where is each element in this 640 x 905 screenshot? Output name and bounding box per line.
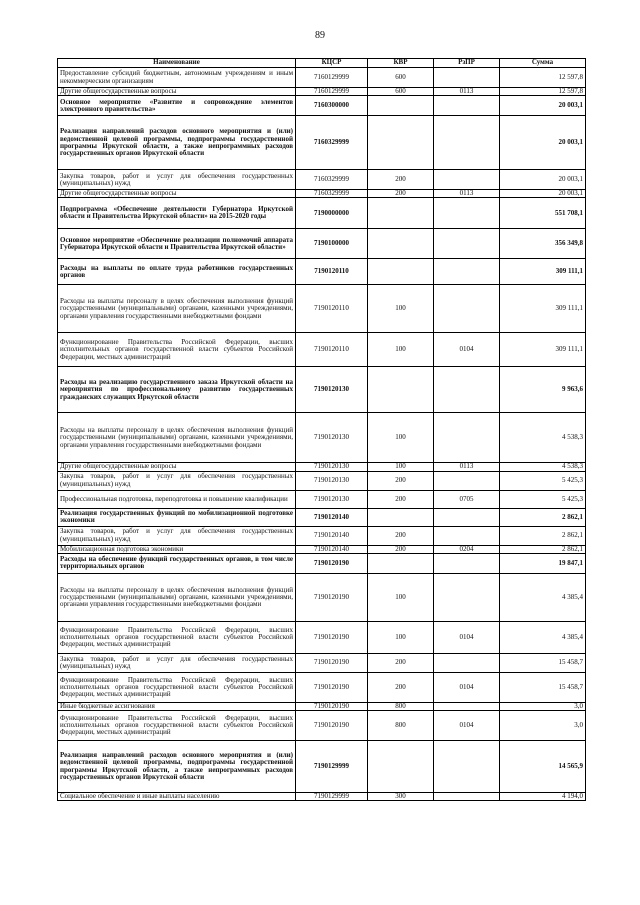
row-kvr-cell: 600 bbox=[368, 88, 434, 96]
row-kcsr-cell: 7190120190 bbox=[296, 573, 368, 621]
table-row bbox=[58, 741, 586, 793]
table-row bbox=[58, 545, 586, 553]
row-rzpr-cell bbox=[434, 170, 500, 190]
row-sum-cell: 5 425,3 bbox=[500, 490, 586, 508]
row-kcsr-cell: 7190129999 bbox=[296, 741, 368, 793]
budget-table bbox=[57, 58, 586, 801]
table-row bbox=[58, 553, 586, 573]
row-sum-cell: 12 597,8 bbox=[500, 88, 586, 96]
row-rzpr-cell bbox=[434, 741, 500, 793]
table-row bbox=[58, 68, 586, 88]
row-name-cell: Профессиональная подготовка, переподготовка и повышение квалификации bbox=[58, 490, 296, 508]
row-kcsr-cell: 7190120110 bbox=[296, 285, 368, 333]
row-kvr-cell bbox=[368, 229, 434, 259]
row-kcsr-cell: 7160129999 bbox=[296, 88, 368, 96]
row-kvr-cell bbox=[368, 116, 434, 170]
table-row bbox=[58, 333, 586, 367]
row-kcsr-cell: 7190000000 bbox=[296, 198, 368, 229]
row-name-cell: Иные бюджетные ассигнования bbox=[58, 702, 296, 710]
row-rzpr-cell bbox=[434, 653, 500, 672]
header-kvr: КВР bbox=[368, 59, 434, 68]
row-sum-cell: 5 425,3 bbox=[500, 471, 586, 490]
row-kvr-cell: 800 bbox=[368, 711, 434, 741]
row-kcsr-cell: 7190100000 bbox=[296, 229, 368, 259]
row-name-cell: Предоставление субсидий бюджетным, автономным учреждениям и иным некоммерческим организациям bbox=[58, 68, 296, 88]
row-kvr-cell: 600 bbox=[368, 68, 434, 88]
row-kvr-cell bbox=[368, 259, 434, 285]
row-name-cell: Другие общегосударственные вопросы bbox=[58, 88, 296, 96]
table-row bbox=[58, 711, 586, 741]
row-sum-cell: 309 111,1 bbox=[500, 285, 586, 333]
row-sum-cell: 14 565,9 bbox=[500, 741, 586, 793]
row-kcsr-cell: 7160329999 bbox=[296, 190, 368, 198]
row-kcsr-cell: 7190120190 bbox=[296, 711, 368, 741]
row-kvr-cell bbox=[368, 741, 434, 793]
row-rzpr-cell bbox=[434, 526, 500, 545]
table-row bbox=[58, 702, 586, 710]
row-sum-cell: 4 538,3 bbox=[500, 463, 586, 471]
row-name-cell: Функционирование Правительства Российской Федерации, высших исполнительных органов государственной власти субъектов Российской Федерации, местных администраций bbox=[58, 672, 296, 702]
row-name-cell: Другие общегосударственные вопросы bbox=[58, 190, 296, 198]
row-sum-cell: 3,0 bbox=[500, 702, 586, 710]
table-row bbox=[58, 116, 586, 170]
row-rzpr-cell bbox=[434, 229, 500, 259]
table-row bbox=[58, 88, 586, 96]
row-kvr-cell bbox=[368, 96, 434, 116]
row-rzpr-cell bbox=[434, 702, 500, 710]
row-rzpr-cell bbox=[434, 793, 500, 801]
row-sum-cell: 4 385,4 bbox=[500, 621, 586, 653]
row-name-cell: Другие общегосударственные вопросы bbox=[58, 463, 296, 471]
table-row bbox=[58, 672, 586, 702]
table-row bbox=[58, 463, 586, 471]
row-name-cell: Расходы на выплаты по оплате труда работников государственных органов bbox=[58, 259, 296, 285]
row-sum-cell: 15 458,7 bbox=[500, 653, 586, 672]
table-row bbox=[58, 170, 586, 190]
row-kvr-cell bbox=[368, 553, 434, 573]
row-kcsr-cell: 7190120190 bbox=[296, 553, 368, 573]
row-sum-cell: 9 963,6 bbox=[500, 367, 586, 413]
row-name-cell: Закупка товаров, работ и услуг для обеспечения государственных (муниципальных) нужд bbox=[58, 526, 296, 545]
row-sum-cell: 15 458,7 bbox=[500, 672, 586, 702]
row-kcsr-cell: 7190120190 bbox=[296, 702, 368, 710]
row-kvr-cell: 200 bbox=[368, 170, 434, 190]
header-sum: Сумма bbox=[500, 59, 586, 68]
row-sum-cell: 4 385,4 bbox=[500, 573, 586, 621]
row-rzpr-cell bbox=[434, 413, 500, 463]
header-kcsr: КЦСР bbox=[296, 59, 368, 68]
row-name-cell: Функционирование Правительства Российской Федерации, высших исполнительных органов государственной власти субъектов Российской Федерации, местных администраций bbox=[58, 333, 296, 367]
row-kvr-cell: 100 bbox=[368, 413, 434, 463]
row-name-cell: Функционирование Правительства Российской Федерации, высших исполнительных органов государственной власти субъектов Российской Федерации, местных администраций bbox=[58, 711, 296, 741]
row-name-cell: Функционирование Правительства Российской Федерации, высших исполнительных органов государственной власти субъектов Российской Федерации, местных администраций bbox=[58, 621, 296, 653]
row-kvr-cell: 200 bbox=[368, 526, 434, 545]
table-row bbox=[58, 285, 586, 333]
row-kvr-cell bbox=[368, 198, 434, 229]
row-kvr-cell bbox=[368, 508, 434, 526]
table-row bbox=[58, 413, 586, 463]
row-name-cell: Реализация направлений расходов основного мероприятия и (или) ведомственной целевой программы, подпрограммы государственной программы Иркутской области, а также непрограммных расходов государственных органов Иркутской области bbox=[58, 116, 296, 170]
table-row bbox=[58, 793, 586, 801]
row-sum-cell: 356 349,8 bbox=[500, 229, 586, 259]
row-kvr-cell: 100 bbox=[368, 463, 434, 471]
row-rzpr-cell: 0104 bbox=[434, 621, 500, 653]
table-row bbox=[58, 490, 586, 508]
row-kvr-cell: 200 bbox=[368, 190, 434, 198]
row-kcsr-cell: 7190120110 bbox=[296, 259, 368, 285]
row-kvr-cell: 200 bbox=[368, 545, 434, 553]
row-sum-cell: 20 003,1 bbox=[500, 170, 586, 190]
row-kvr-cell: 100 bbox=[368, 621, 434, 653]
table-row bbox=[58, 259, 586, 285]
row-name-cell: Мобилизационная подготовка экономики bbox=[58, 545, 296, 553]
row-sum-cell: 309 111,1 bbox=[500, 333, 586, 367]
row-rzpr-cell bbox=[434, 367, 500, 413]
row-kcsr-cell: 7190120130 bbox=[296, 463, 368, 471]
row-rzpr-cell bbox=[434, 68, 500, 88]
table-row bbox=[58, 508, 586, 526]
row-name-cell: Реализация государственных функций по мобилизационной подготовке экономики bbox=[58, 508, 296, 526]
row-sum-cell: 3,0 bbox=[500, 711, 586, 741]
row-rzpr-cell bbox=[434, 508, 500, 526]
table-header-row bbox=[58, 59, 586, 68]
row-kvr-cell: 100 bbox=[368, 285, 434, 333]
row-name-cell: Расходы на выплаты персоналу в целях обеспечения выполнения функций государственными (муниципальными) органами, казенными учреждениями, органами управления государственными внебюджетными фондами bbox=[58, 573, 296, 621]
row-sum-cell: 4 194,0 bbox=[500, 793, 586, 801]
table-row bbox=[58, 190, 586, 198]
table-row bbox=[58, 471, 586, 490]
row-kcsr-cell: 7190120140 bbox=[296, 526, 368, 545]
row-kcsr-cell: 7190120130 bbox=[296, 367, 368, 413]
row-kcsr-cell: 7190120140 bbox=[296, 508, 368, 526]
row-kvr-cell: 100 bbox=[368, 333, 434, 367]
row-rzpr-cell bbox=[434, 285, 500, 333]
row-name-cell: Расходы на обеспечение функций государственных органов, в том числе территориальных органов bbox=[58, 553, 296, 573]
table-row bbox=[58, 573, 586, 621]
row-rzpr-cell: 0104 bbox=[434, 333, 500, 367]
page-number: 89 bbox=[315, 30, 325, 41]
table-row bbox=[58, 198, 586, 229]
row-rzpr-cell bbox=[434, 259, 500, 285]
row-sum-cell: 4 538,3 bbox=[500, 413, 586, 463]
row-kvr-cell bbox=[368, 367, 434, 413]
row-name-cell: Закупка товаров, работ и услуг для обеспечения государственных (муниципальных) нужд bbox=[58, 653, 296, 672]
row-kvr-cell: 300 bbox=[368, 793, 434, 801]
row-sum-cell: 19 847,1 bbox=[500, 553, 586, 573]
row-name-cell: Расходы на выплаты персоналу в целях обеспечения выполнения функций государственными (муниципальными) органами, казенными учреждениями, органами управления государственными внебюджетными фондами bbox=[58, 285, 296, 333]
row-kcsr-cell: 7190120190 bbox=[296, 621, 368, 653]
row-name-cell: Расходы на реализацию государственного заказа Иркутской области на мероприятия по профессиональному развитию государственных гражданских служащих Иркутской области bbox=[58, 367, 296, 413]
row-rzpr-cell: 0104 bbox=[434, 711, 500, 741]
row-kvr-cell: 100 bbox=[368, 573, 434, 621]
row-kcsr-cell: 7190120130 bbox=[296, 490, 368, 508]
row-name-cell: Реализация направлений расходов основного мероприятия и (или) ведомственной целевой программы, подпрограммы государственной программы Иркутской области, а также непрограммных расходов государственных органов Иркутской области bbox=[58, 741, 296, 793]
row-kcsr-cell: 7160329999 bbox=[296, 116, 368, 170]
table-body bbox=[58, 68, 586, 801]
row-kvr-cell: 800 bbox=[368, 702, 434, 710]
table-row bbox=[58, 526, 586, 545]
row-name-cell: Подпрограмма «Обеспечение деятельности Губернатора Иркутской области и Правительства Иркутской области» на 2015-2020 годы bbox=[58, 198, 296, 229]
row-rzpr-cell: 0113 bbox=[434, 88, 500, 96]
header-name: Наименование bbox=[58, 59, 296, 68]
row-rzpr-cell bbox=[434, 553, 500, 573]
row-name-cell: Расходы на выплаты персоналу в целях обеспечения выполнения функций государственными (муниципальными) органами, казенными учреждениями, органами управления государственными внебюджетными фондами bbox=[58, 413, 296, 463]
row-kcsr-cell: 7160329999 bbox=[296, 170, 368, 190]
row-kcsr-cell: 7190120110 bbox=[296, 333, 368, 367]
row-rzpr-cell: 0113 bbox=[434, 190, 500, 198]
row-rzpr-cell bbox=[434, 116, 500, 170]
row-rzpr-cell bbox=[434, 573, 500, 621]
row-sum-cell: 2 862,1 bbox=[500, 508, 586, 526]
row-kvr-cell: 200 bbox=[368, 672, 434, 702]
row-rzpr-cell bbox=[434, 96, 500, 116]
row-rzpr-cell: 0705 bbox=[434, 490, 500, 508]
row-name-cell: Закупка товаров, работ и услуг для обеспечения государственных (муниципальных) нужд bbox=[58, 471, 296, 490]
row-kcsr-cell: 7190120190 bbox=[296, 653, 368, 672]
row-kcsr-cell: 7160129999 bbox=[296, 68, 368, 88]
row-sum-cell: 20 003,1 bbox=[500, 190, 586, 198]
row-sum-cell: 12 597,8 bbox=[500, 68, 586, 88]
row-name-cell: Основное мероприятие «Обеспечение реализации полномочий аппарата Губернатора Иркутской области и Правительства Иркутской области» bbox=[58, 229, 296, 259]
table-row bbox=[58, 621, 586, 653]
row-kvr-cell: 200 bbox=[368, 653, 434, 672]
row-rzpr-cell: 0113 bbox=[434, 463, 500, 471]
row-name-cell: Основное мероприятие «Развитие и сопровождение элементов электронного правительства» bbox=[58, 96, 296, 116]
row-rzpr-cell: 0204 bbox=[434, 545, 500, 553]
row-sum-cell: 2 862,1 bbox=[500, 526, 586, 545]
row-rzpr-cell bbox=[434, 198, 500, 229]
row-kcsr-cell: 7190120140 bbox=[296, 545, 368, 553]
table-row bbox=[58, 367, 586, 413]
row-sum-cell: 2 862,1 bbox=[500, 545, 586, 553]
table-row bbox=[58, 96, 586, 116]
row-rzpr-cell: 0104 bbox=[434, 672, 500, 702]
row-kcsr-cell: 7190120130 bbox=[296, 471, 368, 490]
row-kvr-cell: 200 bbox=[368, 490, 434, 508]
row-kvr-cell: 200 bbox=[368, 471, 434, 490]
row-sum-cell: 20 003,1 bbox=[500, 116, 586, 170]
table-row bbox=[58, 229, 586, 259]
row-kcsr-cell: 7190129999 bbox=[296, 793, 368, 801]
row-sum-cell: 20 003,1 bbox=[500, 96, 586, 116]
row-sum-cell: 309 111,1 bbox=[500, 259, 586, 285]
row-name-cell: Закупка товаров, работ и услуг для обеспечения государственных (муниципальных) нужд bbox=[58, 170, 296, 190]
row-kcsr-cell: 7190120130 bbox=[296, 413, 368, 463]
row-rzpr-cell bbox=[434, 471, 500, 490]
header-rzpr: РзПР bbox=[434, 59, 500, 68]
row-kcsr-cell: 7160300000 bbox=[296, 96, 368, 116]
row-name-cell: Социальное обеспечение и иные выплаты населению bbox=[58, 793, 296, 801]
table-row bbox=[58, 653, 586, 672]
row-sum-cell: 551 708,1 bbox=[500, 198, 586, 229]
row-kcsr-cell: 7190120190 bbox=[296, 672, 368, 702]
